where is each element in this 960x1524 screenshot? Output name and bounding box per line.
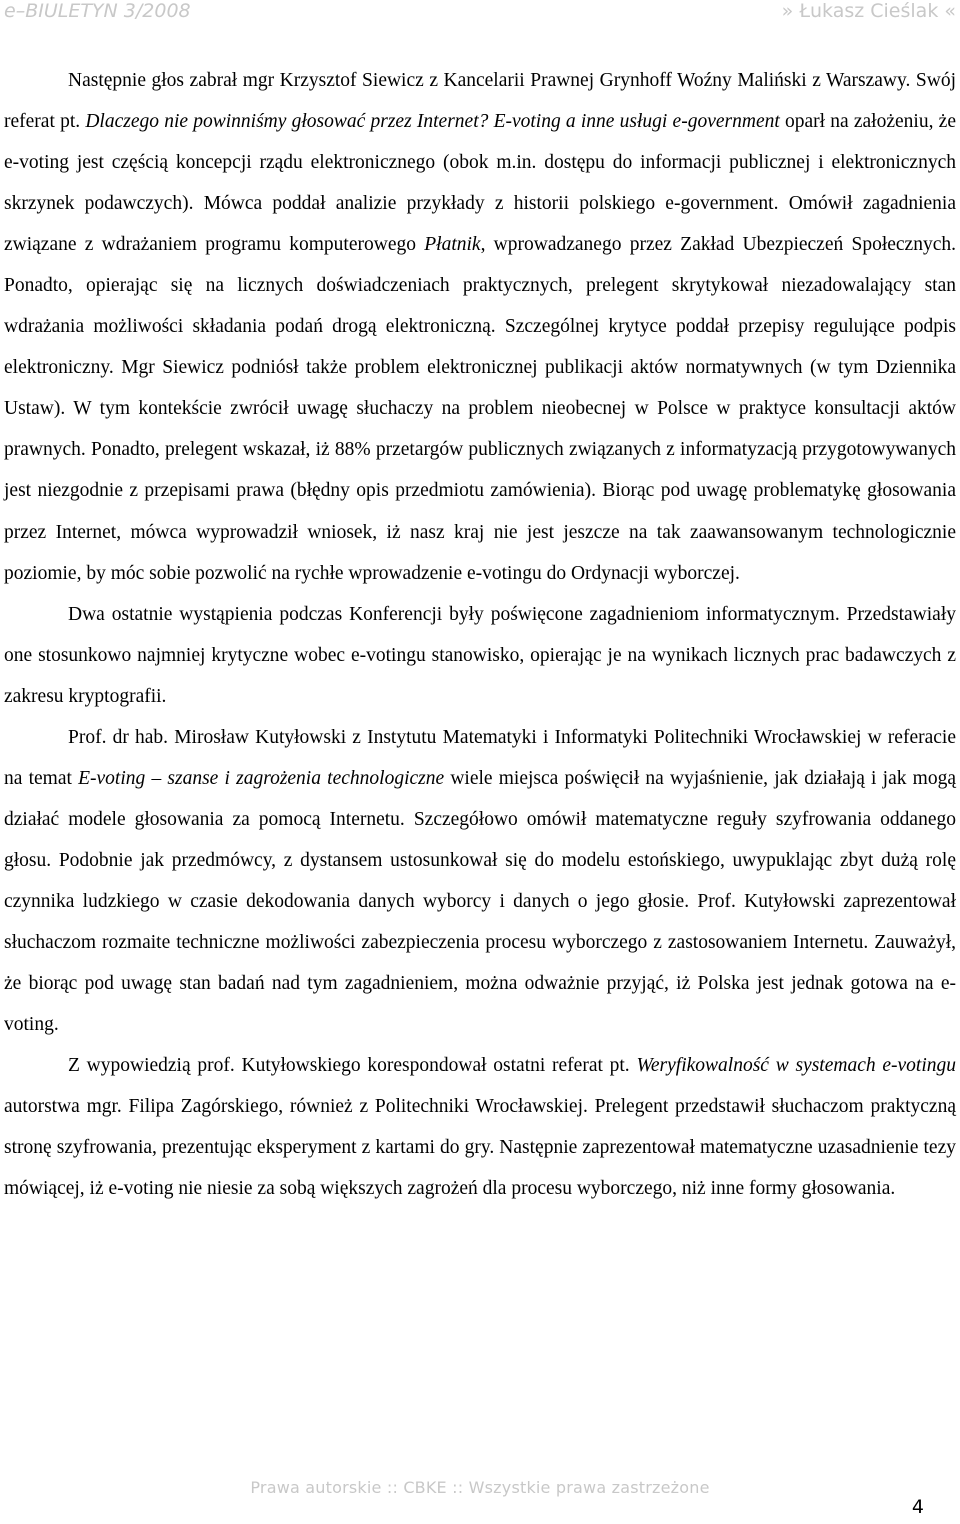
text-segment: Prof. dr hab. Mirosław Kutyłowski z Instytutu Matematyki i Informatyki Politechniki Wrocławskiej w referacie na temat — [4, 726, 956, 789]
text-segment: wiele miejsca poświęcił na wyjaśnienie, jak działają i jak mogą działać modele głosowania za pomocą Internetu. Szczegółowo omówił matematyczne reguły szyfrowania oddanego głosu. Podobnie jak przedmówcy, z dystansem ustosunkował się do modelu estońskiego, uwypuklając zbyt dużą rolę czynnika ludzkiego w czasie dekodowania danych wyborcy i danych o jego głosie. Prof. Kutyłowski zaprezentował słuchaczom rozmaite techniczne możliwości zabezpieczenia procesu wyborczego z zastosowaniem Internetu. Zauważył, że biorąc pod uwagę stan badań nad tym zagadnieniem, można odważnie przyjąć, iż Polska jest jednak gotowa na e-voting. — [4, 767, 957, 1036]
text-segment: Z wypowiedzią prof. Kutyłowskiego korespondował ostatni referat pt. — [68, 1055, 637, 1077]
text-segment: oparł na założeniu, że e-voting jest częścią koncepcji rządu elektronicznego (obok m.in. dostępu do informacji publicznej i elektronicznych skrzynek podawczych). Mówca poddał analizie przykłady z historii polskiego e-government. Omówił zagadnienia związane z wdrażaniem programu komputerowego — [4, 111, 956, 256]
paragraph — [4, 594, 956, 717]
paragraph — [4, 1045, 956, 1209]
paragraph — [4, 717, 956, 1045]
bulletin-title: e–BIULETYN 3/2008 — [4, 0, 191, 22]
text-segment-italic: Dlaczego nie powinniśmy głosować przez Internet? E-voting a inne usługi e-government — [85, 111, 780, 133]
text-segment-italic: E-voting – szanse i zagrożenia technologiczne — [78, 767, 445, 789]
text-segment: Następnie głos zabrał mgr Krzysztof Siewicz z Kancelarii Prawnej Grynhoff Woźny Maliński z Warszawy. Swój referat pt. — [4, 70, 956, 133]
author-name: » Łukasz Cieślak « — [781, 0, 956, 22]
copyright-footer: Prawa autorskie :: CBKE :: Wszystkie prawa zastrzeżone — [250, 1478, 710, 1497]
text-segment: Dwa ostatnie wystąpienia podczas Konferencji były poświęcone zagadnieniom informatycznym. Przedstawiały one stosunkowo najmniej krytyczne wobec e-votingu stanowisko, opierając je na wynikach licznych prac badawczych z zakresu kryptografii. — [4, 603, 956, 707]
paragraph — [4, 60, 956, 594]
page-number: 4 — [911, 1496, 924, 1518]
text-segment: autorstwa mgr. Filipa Zagórskiego, również z Politechniki Wrocławskiej. Prelegent przedstawił słuchaczom praktyczną stronę szyfrowania, prezentując eksperyment z kartami do gry. Następnie zaprezentował matematyczne uzasadnienie tezy mówiącej, iż e-voting nie niesie za sobą większych zagrożeń dla procesu wyborczego, niż inne formy głosowania. — [4, 1096, 956, 1200]
article-body — [4, 60, 956, 1209]
text-segment-italic: Płatnik — [424, 234, 481, 256]
text-segment: , wprowadzanego przez Zakład Ubezpieczeń Społecznych. Ponadto, opierając się na licznych doświadczeniach praktycznych, prelegent skrytykował niezadowalający stan wdrażania możliwości składania podań drogą elektroniczną. Szczególnej krytyce poddał przepisy regulujące podpis elektroniczny. Mgr Siewicz podniósł także problem elektronicznej publikacji aktów normatywnych (w tym Dziennika Ustaw). W tym kontekście zwrócił uwagę słuchaczy na problem nieobecnej w Polsce w praktyce konsultacji aktów prawnych. Ponadto, prelegent wskazał, iż 88% przetargów publicznych związanych z informatyzacją przygotowywanych jest niezgodnie z przepisami prawa (błędny opis przedmiotu zamówienia). Biorąc pod uwagę problematykę głosowania przez Internet, mówca wyprowadził wniosek, iż nasz kraj nie jest jeszcze na tak zaawansowanym technologicznie poziomie, by móc sobie pozwolić na rychłe wprowadzenie e-votingu do Ordynacji wyborczej. — [4, 234, 956, 584]
text-segment-italic: Weryfikowalność w systemach e-votingu — [636, 1055, 956, 1077]
page-header — [0, 0, 960, 30]
